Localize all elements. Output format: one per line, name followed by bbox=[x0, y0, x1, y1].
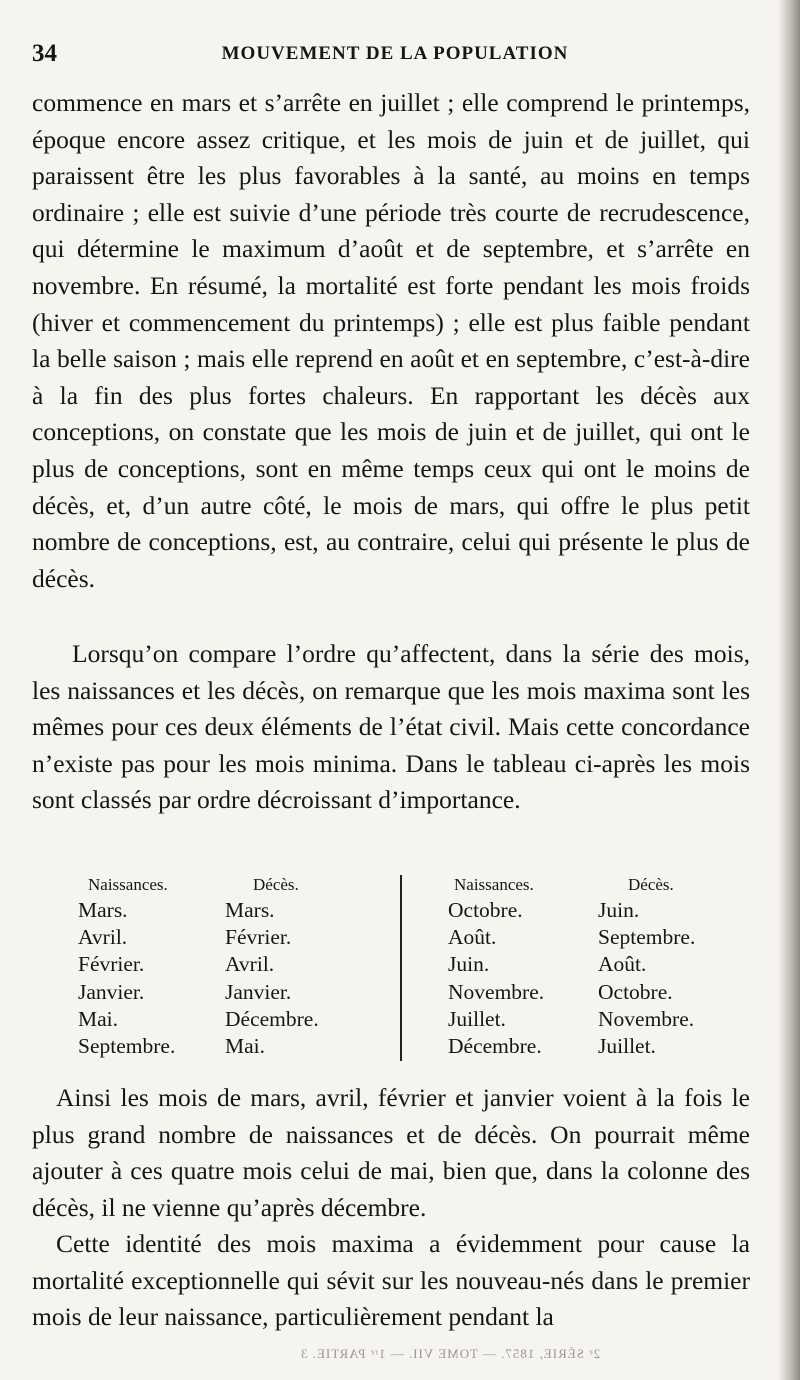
column-header: Décès. bbox=[253, 875, 299, 894]
table-cell: Août. bbox=[598, 952, 647, 977]
table-cell: Octobre. bbox=[448, 898, 523, 922]
table-cell: Janvier. bbox=[225, 979, 292, 1004]
paragraph-3: Ainsi les mois de mars, avril, février et janvier voient à la fois le plus grand nombre de naissances et de décès. On pourrait même ajouter à ces quatre mois celui de mai, bien que, dans la colonne des décès, il ne vienne qu’après décembre. bbox=[32, 1083, 750, 1222]
table-cell: Août. bbox=[448, 925, 497, 950]
table-cell: Mai. bbox=[78, 1006, 119, 1031]
right-deaths-column bbox=[598, 873, 758, 1060]
mirrored-footer-showthrough: 2ᵉ SÉRIE, 1857. — TOME VII. — 1ʳᵉ PARTIE. 3 bbox=[300, 1346, 601, 1361]
table-cell: Décembre. bbox=[225, 1006, 319, 1031]
table-cell: Avril. bbox=[78, 925, 128, 950]
table-cell: Septembre. bbox=[78, 1034, 176, 1059]
paragraph-1: commence en mars et s’arrête en juillet ; elle comprend le printemps, époque encore assez critique, et les mois de juin et de juillet, qui paraissent être les plus favorables à la santé, au moins en temps ordinaire ; elle est suivie d’une période très courte de recrudescence, qui détermine le maximum d’août et de septembre, et s’arrête en novembre. En résumé, la mortalité est forte pendant les mois froids (hiver et commencement du printemps) ; elle est plus faible pendant la belle saison ; mais elle reprend en août et en septembre, c’est-à-dire à la fin des plus fortes chaleurs. En rapportant les décès aux conceptions, on constate que les mois de juin et de juillet, qui ont le plus de conceptions, sont en même temps ceux qui ont le moins de décès, et, d’un autre côté, le mois de mars, qui offre le plus petit nombre de conceptions, est, au contraire, celui qui présente le plus de décès. bbox=[32, 88, 750, 593]
left-births-column bbox=[78, 873, 238, 1060]
table-cell: Janvier. bbox=[78, 979, 145, 1004]
table-cell: Septembre. bbox=[598, 925, 696, 950]
table-cell: Décembre. bbox=[448, 1034, 542, 1059]
table-cell: Octobre. bbox=[598, 979, 673, 1004]
table-cell: Février. bbox=[225, 925, 292, 950]
table-cell: Novembre. bbox=[448, 979, 545, 1004]
page-edge-shadow bbox=[778, 0, 800, 1380]
page-header bbox=[30, 40, 760, 80]
table-cell: Novembre. bbox=[598, 1006, 695, 1031]
page-number: 34 bbox=[32, 40, 57, 67]
column-header: Naissances. bbox=[454, 875, 534, 894]
column-header: Naissances. bbox=[88, 875, 168, 894]
table-cell: Juillet. bbox=[598, 1034, 656, 1059]
table-cell: Avril. bbox=[225, 952, 275, 977]
table-cell: Juillet. bbox=[448, 1006, 506, 1031]
column-header: Décès. bbox=[628, 875, 674, 894]
paragraph-4: Cette identité des mois maxima a évidemment pour cause la mortalité exceptionnelle qui sévit sur les nouveau-nés dans le premier mois de leur naissance, particulièrement pendant la bbox=[32, 1229, 750, 1332]
table-cell: Juin. bbox=[448, 952, 490, 977]
running-title: MOUVEMENT DE LA POPULATION bbox=[221, 43, 569, 64]
table-column-divider bbox=[400, 875, 402, 1061]
table-cell: Mai. bbox=[225, 1034, 266, 1059]
table-cell: Mars. bbox=[78, 898, 128, 922]
months-ranking-table bbox=[70, 873, 750, 1063]
left-deaths-column bbox=[225, 873, 385, 1060]
table-cell: Mars. bbox=[225, 898, 275, 922]
table-cell: Février. bbox=[78, 952, 145, 977]
right-births-column bbox=[448, 873, 608, 1060]
paragraph-2: Lorsqu’on compare l’ordre qu’affectent, dans la série des mois, les naissances et les décès, on remarque que les mois maxima sont les mêmes pour ces deux éléments de l’état civil. Mais cette concordance n’existe pas pour les mois minima. Dans le tableau ci-après les mois sont classés par ordre décroissant d’importance. bbox=[32, 639, 750, 815]
table-cell: Juin. bbox=[598, 898, 640, 922]
